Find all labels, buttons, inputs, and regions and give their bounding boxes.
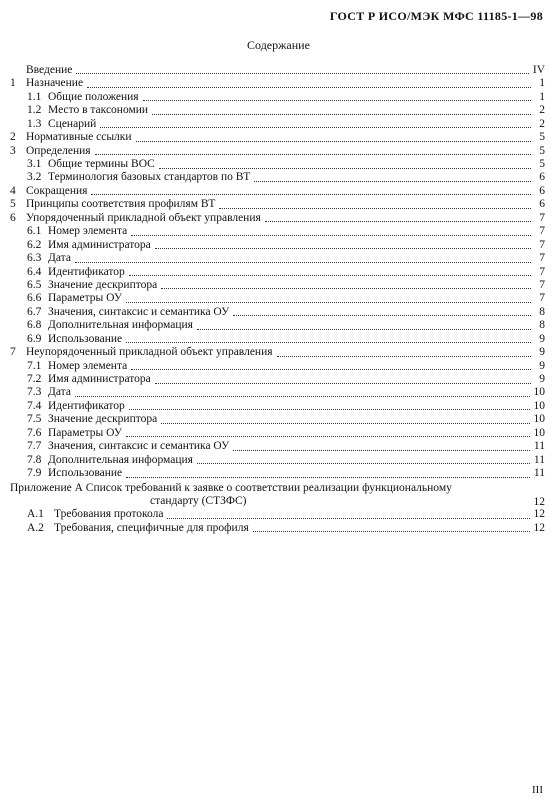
toc-entry-label: Нормативные ссылки	[26, 131, 132, 144]
toc-entry-page: 10	[533, 399, 545, 412]
toc-entry-label: Неупорядоченный прикладной объект управления	[26, 346, 273, 359]
toc-leader-dots	[265, 208, 531, 222]
page-title: Содержание	[247, 38, 310, 52]
toc-entry-number: 1.3	[27, 117, 42, 130]
toc-leader-dots	[253, 518, 530, 532]
toc-leader-dots	[91, 181, 531, 195]
toc-entry-number: 6.1	[27, 225, 42, 238]
toc-entry-number: 6.5	[27, 278, 42, 291]
toc-entry	[10, 467, 545, 480]
toc-leader-dots	[254, 168, 531, 182]
toc-leader-dots	[126, 423, 530, 437]
toc-entry-number: 7.3	[27, 386, 42, 399]
toc-entry-number: 4	[10, 184, 16, 197]
toc-leader-dots	[197, 315, 531, 329]
toc-entry-number: 7.6	[27, 426, 42, 439]
toc-leader-dots	[167, 504, 529, 518]
toc-entry-label: Определения	[26, 144, 91, 157]
toc-leader-dots	[75, 248, 531, 262]
toc-leader-dots	[126, 288, 531, 302]
toc-entry-label: Значение дескриптора	[48, 278, 158, 291]
toc-leader-dots	[131, 221, 531, 235]
toc-entry-page: 7	[539, 278, 545, 291]
toc-entry-number: 2	[10, 131, 16, 144]
toc-entry-number: 6.2	[27, 238, 42, 251]
toc-entry-label: Параметры ОУ	[48, 426, 122, 439]
toc-leader-dots	[136, 127, 531, 141]
toc-entry-page: 10	[533, 413, 545, 426]
appendix-subentry	[10, 522, 545, 535]
toc-rows	[10, 64, 545, 481]
toc-entry-number: 1.1	[27, 90, 42, 103]
toc-entry-number: 3.2	[27, 171, 42, 184]
toc-leader-dots	[159, 154, 531, 168]
toc-entry-page: 1	[539, 77, 545, 90]
toc-leader-dots	[100, 114, 531, 128]
toc-entry-page: 9	[539, 332, 545, 345]
toc-entry-number: 5	[10, 198, 16, 211]
toc-entry-page: 5	[539, 158, 545, 171]
toc-entry-page: 10	[533, 426, 545, 439]
toc-entry-number: 6.9	[27, 332, 42, 345]
appendix-subentry-label: Требования протокола	[54, 508, 164, 521]
toc-entry-number: 3.1	[27, 158, 42, 171]
toc-leader-dots	[129, 396, 530, 410]
toc-entry-label: Значения, синтаксис и семантика ОУ	[48, 305, 230, 318]
appendix-subentry-number: А.2	[27, 521, 44, 534]
toc-entry-label: Значения, синтаксис и семантика ОУ	[48, 440, 230, 453]
toc-entry-number: 7.4	[27, 399, 42, 412]
toc-leader-dots	[161, 275, 531, 289]
appendix-subentries	[10, 508, 545, 535]
toc-entry-page: 11	[533, 440, 545, 453]
toc-leader-dots	[233, 302, 531, 316]
toc-entry-page: 9	[539, 359, 545, 372]
toc-entry-number: 1	[10, 77, 16, 90]
page-number-footer: III	[532, 784, 543, 796]
toc-entry-number: 3	[10, 144, 16, 157]
toc-entry-number: 6.8	[27, 319, 42, 332]
toc-entry-label: Терминология базовых стандартов по ВТ	[48, 171, 251, 184]
toc-entry-label: Сокращения	[26, 184, 88, 197]
toc-entry-number: 7.7	[27, 440, 42, 453]
toc-entry-label: Введение	[26, 63, 73, 76]
toc-entry-label: Принципы соответствия профилям ВТ	[26, 198, 216, 211]
toc-entry-label: Номер элемента	[48, 225, 128, 238]
toc-entry-label: Упорядоченный прикладной объект управления	[26, 211, 261, 224]
toc-entry-page: 9	[539, 346, 545, 359]
toc-entry-number: 6	[10, 211, 16, 224]
toc-leader-dots	[219, 194, 531, 208]
toc-entry-page: 11	[533, 467, 545, 480]
toc-entry-page: 8	[539, 305, 545, 318]
toc-entry-page: 8	[539, 319, 545, 332]
toc-entry-label: Имя администратора	[48, 373, 151, 386]
toc-leader-dots	[126, 329, 531, 343]
document-header: ГОСТ Р ИСО/МЭК МФС 11185-1—98	[329, 9, 543, 23]
appendix-title-line1: Приложение А Список требований к заявке о соответствии реализации функциональному	[10, 481, 452, 494]
toc-entry-page: 7	[539, 292, 545, 305]
toc-leader-dots	[75, 383, 530, 397]
toc-entry-number: 6.3	[27, 252, 42, 265]
toc-entry-label: Дата	[48, 252, 71, 265]
toc-leader-dots	[155, 235, 531, 249]
toc-leader-dots	[95, 141, 531, 155]
toc-entry-number: 7.2	[27, 373, 42, 386]
toc-entry-page: 11	[533, 453, 545, 466]
toc-entry-label: Общие термины ВОС	[48, 158, 155, 171]
appendix-title-line2: стандарту (СТЗФС)	[150, 495, 247, 508]
toc-leader-dots	[152, 100, 531, 114]
toc-entry-label: Общие положения	[48, 90, 139, 103]
appendix-subentry-page: 12	[533, 508, 545, 521]
toc-entry-page: 9	[539, 373, 545, 386]
toc-entry-number: 1.2	[27, 104, 42, 117]
toc-leader-dots	[131, 356, 531, 370]
toc-entry-page: 2	[539, 104, 545, 117]
toc-entry-label: Дополнительная информация	[48, 319, 193, 332]
toc-entry-number: 7	[10, 346, 16, 359]
toc-entry-number: 6.4	[27, 265, 42, 278]
toc-entry-number: 7.8	[27, 453, 42, 466]
toc-leader-dots	[143, 87, 531, 101]
toc-entry-page: IV	[532, 63, 545, 76]
toc-entry-page: 5	[539, 131, 545, 144]
toc-leader-dots	[161, 409, 529, 423]
toc-entry-label: Сценарий	[48, 117, 97, 130]
toc-entry-label: Место в таксономии	[48, 104, 149, 117]
toc-entry-label: Назначение	[26, 77, 84, 90]
toc-entry-page: 7	[539, 265, 545, 278]
appendix-subentry-label: Требования, специфичные для профиля	[54, 521, 249, 534]
toc-entry-page: 7	[539, 252, 545, 265]
toc-entry-label: Дополнительная информация	[48, 453, 193, 466]
toc-leader-dots	[76, 60, 529, 74]
toc-entry-number: 7.9	[27, 467, 42, 480]
toc-entry-page: 6	[539, 198, 545, 211]
toc-entry-label: Идентификатор	[48, 265, 125, 278]
table-of-contents	[10, 64, 545, 535]
toc-entry-number: 6.7	[27, 305, 42, 318]
toc-entry-number: 7.5	[27, 413, 42, 426]
toc-entry-page: 5	[539, 144, 545, 157]
toc-entry-label: Значение дескриптора	[48, 413, 158, 426]
toc-entry-label: Имя администратора	[48, 238, 151, 251]
toc-leader-dots	[129, 262, 531, 276]
appendix-subentry-number: А.1	[27, 508, 44, 521]
toc-entry-label: Номер элемента	[48, 359, 128, 372]
toc-entry-label: Дата	[48, 386, 71, 399]
toc-entry-page: 7	[539, 211, 545, 224]
toc-entry-page: 1	[539, 90, 545, 103]
toc-entry-number: 7.1	[27, 359, 42, 372]
toc-leader-dots	[155, 369, 531, 383]
toc-leader-dots	[233, 436, 530, 450]
toc-entry-label: Идентификатор	[48, 399, 125, 412]
toc-entry-page: 10	[533, 386, 545, 399]
toc-leader-dots	[87, 73, 531, 87]
toc-entry-page: 6	[539, 171, 545, 184]
toc-leader-dots	[197, 450, 530, 464]
appendix-page-number: 12	[533, 496, 545, 509]
toc-entry-label: Использование	[48, 467, 123, 480]
toc-entry-page: 7	[539, 225, 545, 238]
toc-entry-label: Использование	[48, 332, 123, 345]
toc-entry-label: Параметры ОУ	[48, 292, 122, 305]
toc-leader-dots	[126, 463, 530, 477]
toc-leader-dots	[277, 342, 531, 356]
toc-entry-page: 2	[539, 117, 545, 130]
appendix-subentry-page: 12	[533, 521, 545, 534]
toc-entry-page: 6	[539, 184, 545, 197]
toc-entry-number: 6.6	[27, 292, 42, 305]
toc-entry-page: 7	[539, 238, 545, 251]
